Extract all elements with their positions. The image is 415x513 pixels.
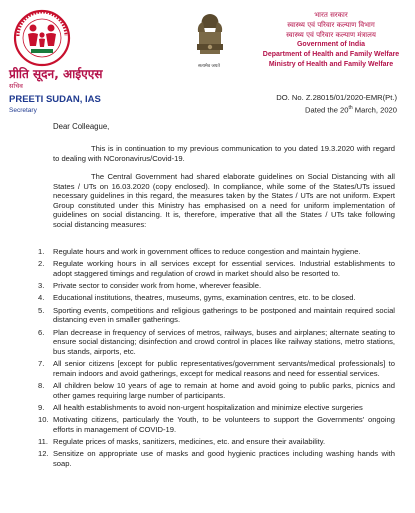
ministry-line-ministry-english: Ministry of Health and Family Welfare [268,61,394,68]
list-item-text: Regulate prices of masks, sanitizers, medicines, etc. and ensure their availability. [53,436,326,446]
list-item [38,281,395,291]
list-item-number: 9. [38,402,45,412]
list-item-text: Regulate hours and work in government offices to reduce congestion and maintain hygiene. [53,247,361,256]
list-item-number: 12. [38,449,49,459]
list-item-text: All health establishments to avoid non-urgent hospitalization and minimize elective surgeries [53,402,363,412]
date-prefix: Dated the 20 [305,105,349,115]
list-item [38,259,395,278]
list-item-text: Private sector to consider work from home, wherever feasible. [53,281,262,291]
ministry-header [256,10,406,70]
date-suffix: th [348,105,353,111]
measures-list [38,247,395,471]
list-item-number: 11. [38,436,48,446]
ministry-line-ministry-hindi: स्वास्थ्य एवं परिवार कल्याण मंत्रालय [286,31,376,39]
list-item [38,415,395,434]
list-item-text: Plan decrease in frequency of services of metros, railways, buses and airplanes; alternate seating to ensure social distancing; disinfection and crowd control in places like railway stations, metro stations, bus stands, airports, etc. [53,327,395,356]
list-item [38,306,395,325]
emblem-caption: सत्यमेव जयते [198,63,220,68]
list-item-number: 1. [38,247,45,256]
list-item-text: Motivating citizens, particularly the Youth, to be volunteers to support the Governments' ongoing efforts in management of COVID-19. [53,415,395,434]
list-item [38,403,395,413]
list-item-number: 4. [38,293,45,303]
list-item-number: 8. [38,380,45,390]
sender-title-hindi: सचिव [9,82,23,90]
ashoka-lion-icon [192,10,228,64]
nhm-emblem-icon [9,8,75,68]
list-item-number: 5. [38,305,45,315]
sender-name-hindi: प्रीति सूदन, आईएएस [9,67,103,81]
list-item [38,328,395,357]
list-item-number: 3. [38,281,45,291]
paragraph-continuation: This is in continuation to my previous communication to you dated 19.3.2020 with regard to dealing with NCoronavirus/Covid-19. [53,144,395,163]
list-item-text: All children below 10 years of age to remain at home and avoid going to public parks, picnics and other games requiring large number of participants. [53,380,395,400]
list-item [38,449,395,468]
reference-block [276,93,397,116]
sender-block [9,67,179,115]
sender-name-english: PREETI SUDAN, IAS [9,94,101,105]
ministry-line-govt-hindi: भारत सरकार [314,11,348,19]
list-item-text: Educational institutions, theatres, museums, gyms, examination centres, etc. to be closed. [53,293,356,303]
date-rest: March, 2020 [352,105,397,115]
list-item [38,359,395,378]
list-item-number: 6. [38,327,45,337]
paragraph-guidelines: The Central Government had shared elaborate guidelines on Social Distancing with all States / UTs on 16.03.2020 (copy enclosed). In compliance, while some of the States/UTs issued necessary guidelines in this regard, the measures taken by the States / UTs are not uniform. Expert Group constituted under this Ministry has emphasised on a need for uniform implementation of guidelines on social distancing. It is, therefore, imperative that all the States / UTs take following social distancing measures: [53,172,395,229]
list-item-text: All senior citizens [except for public representatives/government servants/medical professionals] to remain indoors and avoid gatherings, except for medical reasons and need for essential services. [53,359,395,378]
ministry-line-dept-english: Department of Health and Family Welfare [262,51,400,58]
list-item-number: 7. [38,359,45,369]
list-item [38,381,395,400]
ministry-line-dept-hindi: स्वास्थ्य एवं परिवार कल्याण विभाग [287,21,375,29]
list-item [38,293,395,303]
list-item-number: 2. [38,259,45,269]
list-item [38,437,395,447]
list-item-text: Sensitize on appropriate use of masks and good hygienic practices including washing hands with soap. [53,449,395,468]
national-health-mission-logo [9,8,75,68]
list-item-text: Regulate working hours in all services except for essential services. Industrial establishments to adopt staggered timings and regulation of crowd in market should also be resorted to. [53,259,395,278]
list-item-number: 10. [38,415,49,425]
sender-title-english: Secretary [9,107,37,114]
list-item [38,247,395,257]
ministry-line-govt-english: Government of India [296,41,366,48]
list-item-text: Sporting events, competitions and religious gatherings to be postponed and maintain required social distancing even in smaller gatherings. [53,305,395,325]
reference-number: DO. No. Z.28015/01/2020-EMR(Pt.) [276,93,397,102]
salutation: Dear Colleague, [53,122,110,131]
reference-date [276,103,397,116]
